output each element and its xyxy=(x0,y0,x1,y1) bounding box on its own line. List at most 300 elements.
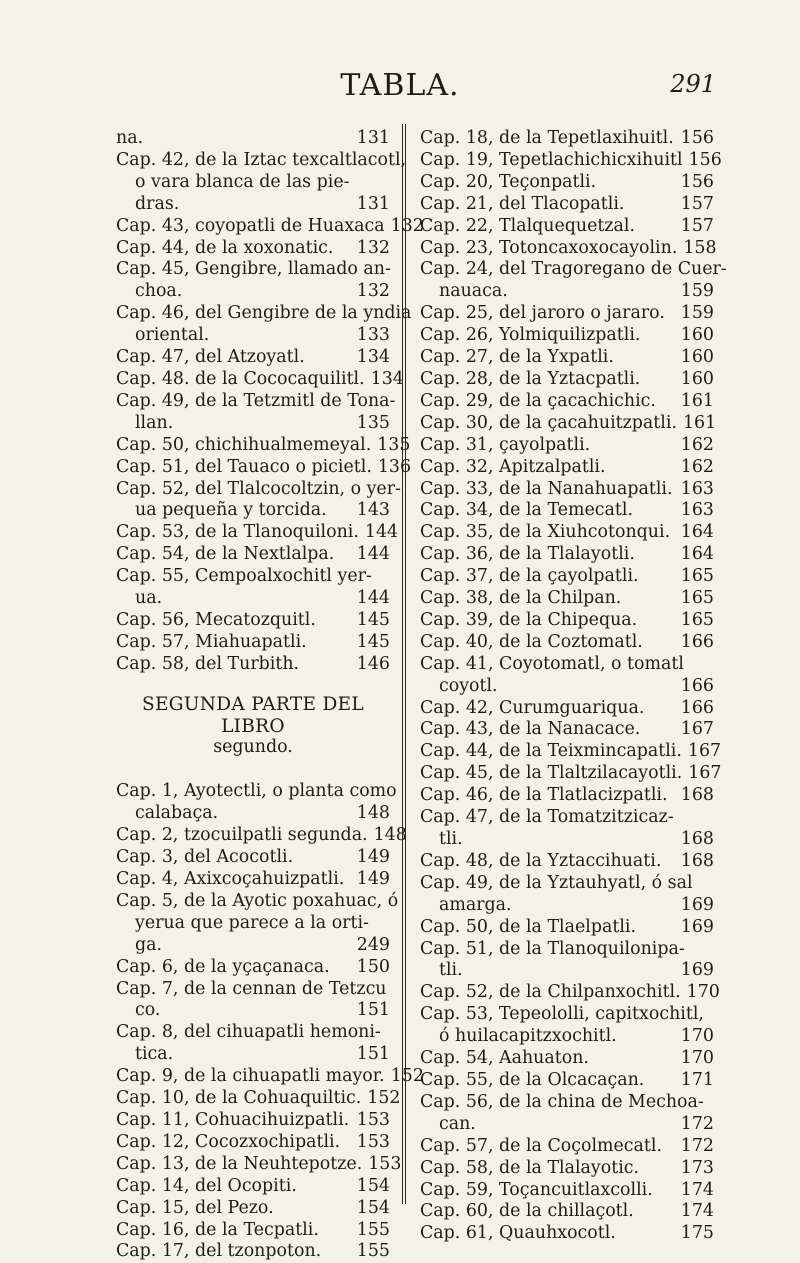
entry-page-number: 161 xyxy=(680,390,714,411)
entry-text: Cap. 52, de la Chilpanxochitl. xyxy=(420,982,681,1003)
entry-line xyxy=(420,457,714,479)
entry-text: Cap. 58, de la Tlalayotic. xyxy=(420,1157,640,1178)
entry-page-number: 149 xyxy=(356,847,390,868)
entry-text: oriental. xyxy=(135,325,210,346)
page-header xyxy=(0,68,800,108)
right-column xyxy=(420,128,727,1245)
entry-line xyxy=(116,1088,401,1110)
entry-line xyxy=(420,566,714,588)
index-entry xyxy=(116,522,399,544)
entry-line xyxy=(420,632,714,654)
entry-text: Cap. 51, de la Tlanoquilonipa- xyxy=(420,938,685,959)
entry-page-number: 165 xyxy=(680,588,714,609)
index-entry xyxy=(420,194,714,216)
entry-page-number: 132 xyxy=(390,215,424,236)
entry-text: Cap. 24, del Tragoregano de Cuer- xyxy=(420,259,727,280)
entry-text: Cap. 52, del Tlalcocoltzin, o yer- xyxy=(116,478,401,499)
entry-page-number: 148 xyxy=(373,825,407,846)
entry-page-number: 132 xyxy=(356,237,390,258)
entry-text: co. xyxy=(135,1000,161,1021)
entry-page-number: 172 xyxy=(680,1135,714,1156)
entry-page-number: 156 xyxy=(688,149,722,170)
entry-page-number: 170 xyxy=(686,982,720,1003)
index-entry xyxy=(116,632,390,654)
index-entry xyxy=(116,1088,401,1110)
entry-page-number: 168 xyxy=(680,850,714,871)
entry-text: Cap. 8, del cihuapatli hemoni- xyxy=(116,1022,381,1043)
entry-text: Cap. 11, Cohuacihuizpatli. xyxy=(116,1109,350,1130)
index-entry xyxy=(116,781,397,825)
entry-page-number: 131 xyxy=(356,193,390,214)
entry-line xyxy=(116,1198,390,1220)
entry-line xyxy=(116,1153,402,1176)
entry-text: Cap. 28, de la Yztacpatli. xyxy=(420,368,641,389)
entry-page-number: 134 xyxy=(370,368,404,389)
entry-line xyxy=(420,1004,714,1026)
index-entry xyxy=(420,763,722,785)
entry-text: Cap. 2, tzocuilpatli segunda. xyxy=(116,825,368,846)
index-entry xyxy=(420,1070,714,1092)
index-entry xyxy=(420,939,714,983)
entry-continuation xyxy=(116,1044,390,1066)
entry-page-number: 144 xyxy=(364,522,399,543)
entry-page-number: 174 xyxy=(680,1179,714,1200)
entry-line xyxy=(116,303,412,325)
entry-text: Cap. 47, de la Tomatzitzicaz- xyxy=(420,807,674,828)
index-entry xyxy=(116,368,404,391)
entry-page-number: 173 xyxy=(680,1157,714,1178)
entry-continuation xyxy=(420,895,714,917)
index-entry xyxy=(420,128,714,150)
entry-page-number: 171 xyxy=(680,1069,714,1090)
entry-page-number: 144 xyxy=(356,588,390,609)
index-entry xyxy=(116,1198,390,1220)
index-entry xyxy=(116,128,390,150)
index-entry xyxy=(420,391,714,413)
entry-text: tli. xyxy=(439,960,463,981)
entry-line xyxy=(116,128,390,150)
entry-text: Cap. 49, de la Tetzmitl de Tona- xyxy=(116,390,396,411)
entry-page-number: 151 xyxy=(356,1000,390,1021)
entry-page-number: 153 xyxy=(368,1153,402,1174)
entry-page-number: 159 xyxy=(680,281,714,302)
entry-text: coyotl. xyxy=(439,675,498,696)
entry-line xyxy=(420,391,714,413)
entry-page-number: 160 xyxy=(680,347,714,368)
entry-line xyxy=(420,522,714,544)
entry-line xyxy=(420,1136,714,1158)
entry-text: Cap. 61, Quauhxocotl. xyxy=(420,1223,616,1244)
entry-line xyxy=(116,1022,390,1044)
entry-page-number: 136 xyxy=(377,456,412,477)
index-entry xyxy=(420,303,714,325)
entry-line xyxy=(116,979,390,1001)
entry-line xyxy=(420,1048,714,1070)
index-entry xyxy=(116,390,396,435)
entry-text: Cap. 14, del Ocopiti. xyxy=(116,1175,297,1196)
entry-page-number: 155 xyxy=(356,1219,390,1240)
index-entry xyxy=(116,1220,390,1242)
entry-text: Cap. 48. de la Cococaquilitl. xyxy=(116,368,365,389)
entry-page-number: 155 xyxy=(356,1241,390,1262)
entry-text: calabaça. xyxy=(135,803,219,824)
entry-page-number: 167 xyxy=(688,763,722,784)
entry-page-number: 167 xyxy=(687,741,722,762)
entry-text: Cap. 47, del Atzoyatl. xyxy=(116,347,305,368)
index-entry xyxy=(420,1092,714,1136)
entry-line xyxy=(116,390,396,413)
index-entry xyxy=(420,347,714,369)
entry-text: Cap. 19, Tepetlachichicxihuitl xyxy=(420,149,683,170)
entry-line xyxy=(116,869,390,891)
entry-continuation xyxy=(116,1000,390,1022)
index-entry xyxy=(116,890,399,957)
entry-text: Cap. 48, de la Yztaccihuati. xyxy=(420,850,662,871)
entry-line xyxy=(420,216,714,238)
entry-text: Cap. 43, de la Nanacace. xyxy=(420,719,641,740)
entry-text: Cap. 10, de la Cohuaquiltic. xyxy=(116,1088,362,1109)
index-entry xyxy=(420,566,714,588)
entry-continuation xyxy=(116,281,390,303)
entry-page-number: 169 xyxy=(680,916,714,937)
entry-text: Cap. 57, de la Coçolmecatl. xyxy=(420,1135,662,1156)
entry-line xyxy=(116,544,390,566)
entry-line xyxy=(420,412,717,435)
entry-line xyxy=(116,957,390,979)
index-entry xyxy=(116,979,390,1023)
entry-text: na. xyxy=(116,128,144,148)
entry-line xyxy=(420,347,714,369)
entry-page-number: 131 xyxy=(356,128,390,148)
index-entry xyxy=(420,807,714,851)
index-entry xyxy=(116,566,390,610)
entry-text: Cap. 4, Axixcoçahuizpatli. xyxy=(116,869,345,889)
index-entry xyxy=(420,325,714,347)
entry-continuation xyxy=(420,1114,714,1136)
index-entry xyxy=(116,825,407,847)
index-entry xyxy=(420,1136,714,1158)
entry-text: yerua que parece a la orti- xyxy=(135,912,369,933)
entry-line xyxy=(116,890,399,913)
index-entry xyxy=(420,479,714,501)
index-entry xyxy=(420,149,722,172)
entry-text: Cap. 35, de la Xiuhcotonqui. xyxy=(420,522,671,543)
index-entry xyxy=(420,412,717,435)
entry-line xyxy=(420,654,714,676)
index-entry xyxy=(420,369,714,391)
index-entry xyxy=(116,869,390,891)
index-entry xyxy=(420,237,717,260)
entry-line xyxy=(420,741,722,763)
entry-text: Cap. 12, Cocozxochipatli. xyxy=(116,1131,341,1152)
entry-line xyxy=(420,939,714,961)
entry-line xyxy=(116,1066,424,1088)
entry-page-number: 163 xyxy=(680,500,714,521)
entry-page-number: 144 xyxy=(356,544,390,565)
entry-line xyxy=(420,1092,714,1114)
entry-text: Cap. 46, de la Tlatlacizpatli. xyxy=(420,785,668,806)
index-entry xyxy=(116,215,424,238)
entry-text: Cap. 13, de la Neuhtepotze. xyxy=(116,1153,363,1174)
index-entry xyxy=(116,544,390,566)
entry-continuation xyxy=(116,194,390,216)
entry-page-number: 134 xyxy=(356,347,390,368)
entry-page-number: 157 xyxy=(680,193,714,214)
entry-text: Cap. 36, de la Tlalayotli. xyxy=(420,544,635,565)
entry-text: amarga. xyxy=(439,894,512,915)
entry-text: Cap. 55, de la Olcacaçan. xyxy=(420,1069,645,1090)
index-entry xyxy=(116,149,407,216)
entry-page-number: 151 xyxy=(356,1044,390,1065)
entry-continuation xyxy=(116,803,390,825)
entry-page-number: 169 xyxy=(680,960,714,981)
entry-text: Cap. 30, de la çacahuitzpatli. xyxy=(420,412,677,433)
index-entry xyxy=(420,544,714,566)
entry-line xyxy=(420,917,714,939)
entry-continuation xyxy=(420,676,714,698)
index-entry xyxy=(420,741,722,763)
entry-continuation xyxy=(116,172,390,194)
entry-page-number: 164 xyxy=(680,522,714,543)
entry-text: Cap. 50, chichihualmemeyal. xyxy=(116,434,372,455)
index-entry xyxy=(420,632,714,654)
entry-text: Cap. 58, del Turbith. xyxy=(116,653,300,674)
entry-text: ua. xyxy=(135,588,163,609)
entry-text: Cap. 3, del Acocotli. xyxy=(116,847,294,868)
entry-text: Cap. 32, Apitzalpatli. xyxy=(420,456,606,477)
entry-text: Cap. 49, de la Yztauhyatl, ó sal xyxy=(420,872,693,893)
entry-text: Cap. 60, de la chillaçotl. xyxy=(420,1201,634,1222)
entry-text: Cap. 17, del tzonpoton. xyxy=(116,1241,322,1262)
section-title: SEGUNDA PARTE DEL LIBRO xyxy=(142,693,364,737)
entry-line xyxy=(116,456,412,479)
index-entry xyxy=(420,610,714,632)
entry-page-number: 165 xyxy=(680,566,714,587)
entry-text: Cap. 42, Curumguariqua. xyxy=(420,697,645,718)
entry-line xyxy=(116,522,399,544)
entry-text: o vara blanca de las pie- xyxy=(135,171,350,192)
entry-continuation xyxy=(420,281,714,303)
entry-text: Cap. 54, de la Nextlalpa. xyxy=(116,544,335,565)
entry-page-number: 162 xyxy=(680,434,714,455)
index-entry xyxy=(420,654,714,698)
entry-line xyxy=(420,303,714,325)
entry-line xyxy=(420,851,714,873)
left-index-list-part-two xyxy=(116,781,424,1263)
entry-line xyxy=(116,1241,390,1263)
index-entry xyxy=(116,347,390,369)
index-entry xyxy=(420,1004,714,1048)
entry-continuation xyxy=(420,829,714,851)
entry-line xyxy=(420,1223,714,1245)
index-entry xyxy=(420,588,714,610)
index-entry xyxy=(116,456,412,479)
entry-line xyxy=(116,434,411,457)
entry-text: ó huilacapitzxochitl. xyxy=(439,1026,617,1047)
left-index-list xyxy=(116,128,424,676)
entry-continuation xyxy=(116,500,390,522)
entry-page-number: 174 xyxy=(680,1201,714,1222)
entry-line xyxy=(116,1132,390,1154)
entry-text: Cap. 31, çayolpatli. xyxy=(420,434,591,455)
entry-line xyxy=(116,347,390,369)
entry-text: Cap. 57, Miahuapatli. xyxy=(116,631,307,652)
entry-text: Cap. 44, de la Teixmincapatli. xyxy=(420,741,682,762)
entry-page-number: 135 xyxy=(356,412,390,433)
entry-line xyxy=(420,588,714,610)
entry-line xyxy=(116,149,407,172)
entry-page-number: 157 xyxy=(680,215,714,236)
entry-line xyxy=(116,259,390,281)
index-entry xyxy=(116,1110,390,1132)
entry-line xyxy=(420,610,714,632)
index-entry xyxy=(116,1153,402,1176)
entry-line xyxy=(116,238,390,260)
entry-page-number: 143 xyxy=(356,500,390,521)
index-entry xyxy=(420,1158,714,1180)
entry-line xyxy=(420,259,727,281)
index-entry xyxy=(420,1201,714,1223)
left-column xyxy=(116,128,424,1263)
entry-line xyxy=(116,654,390,676)
index-entry xyxy=(420,698,714,720)
entry-text: can. xyxy=(439,1113,476,1134)
index-entry xyxy=(420,435,714,457)
entry-text: Cap. 42, de la Iztac texcaltlacotl, xyxy=(116,149,407,170)
entry-text: Cap. 41, Coyotomatl, o tomatl xyxy=(420,653,684,674)
entry-page-number: 168 xyxy=(680,785,714,806)
entry-page-number: 168 xyxy=(680,829,714,849)
entry-line xyxy=(420,369,714,391)
entry-page-number: 158 xyxy=(683,237,717,258)
entry-page-number: 135 xyxy=(377,434,411,455)
column-divider xyxy=(402,124,406,1204)
index-entry xyxy=(420,216,714,238)
index-entry xyxy=(116,1241,390,1263)
entry-continuation xyxy=(116,325,390,347)
index-entry xyxy=(116,259,390,303)
index-entry xyxy=(116,1066,424,1088)
entry-text: dras. xyxy=(135,193,180,214)
index-entry xyxy=(420,259,727,303)
entry-page-number: 149 xyxy=(356,869,390,889)
entry-line xyxy=(420,149,722,172)
entry-line xyxy=(116,632,390,654)
index-entry xyxy=(116,957,390,979)
entry-line xyxy=(420,1070,714,1092)
entry-page-number: 150 xyxy=(356,956,390,977)
entry-page-number: 159 xyxy=(680,303,714,324)
entry-text: Cap. 21, del Tlacopatli. xyxy=(420,193,625,214)
index-entry xyxy=(116,1132,390,1154)
index-entry xyxy=(420,457,714,479)
entry-text: Cap. 33, de la Nanahuapatli. xyxy=(420,478,673,499)
entry-text: Cap. 45, Gengibre, llamado an- xyxy=(116,259,391,280)
entry-line xyxy=(420,873,714,895)
index-entry xyxy=(420,917,714,939)
entry-page-number: 164 xyxy=(680,544,714,565)
entry-text: nauaca. xyxy=(439,281,508,302)
entry-text: Cap. 7, de la cennan de Tetzcu xyxy=(116,978,387,999)
entry-line xyxy=(420,435,714,457)
entry-text: Cap. 37, de la çayolpatli. xyxy=(420,566,639,587)
entry-text: tica. xyxy=(135,1044,174,1065)
entry-line xyxy=(420,785,714,807)
index-entry xyxy=(420,785,714,807)
entry-line xyxy=(420,237,717,260)
entry-line xyxy=(420,763,722,785)
entry-text: Cap. 5, de la Ayotic poxahuac, ó xyxy=(116,890,399,911)
entry-text: Cap. 53, Tepeololli, capitxochitl, xyxy=(420,1004,704,1025)
entry-page-number: 166 xyxy=(680,631,714,652)
entry-line xyxy=(420,807,714,829)
section-heading xyxy=(116,694,390,760)
entry-page-number: 145 xyxy=(356,631,390,652)
entry-page-number: 148 xyxy=(356,803,390,824)
entry-page-number: 154 xyxy=(356,1197,390,1218)
entry-page-number: 152 xyxy=(367,1088,401,1109)
entry-text: tli. xyxy=(439,829,463,849)
entry-line xyxy=(420,1180,714,1202)
index-entry xyxy=(420,982,720,1004)
right-index-list xyxy=(420,128,727,1245)
entry-page-number: 167 xyxy=(680,719,714,740)
entry-line xyxy=(116,478,401,501)
entry-line xyxy=(420,982,720,1004)
entry-line xyxy=(420,698,714,720)
entry-text: choa. xyxy=(135,281,183,302)
entry-text: Cap. 18, de la Tepetlaxihuitl. xyxy=(420,128,674,148)
entry-text: Cap. 29, de la çacachichic. xyxy=(420,390,656,411)
entry-continuation xyxy=(420,1026,714,1048)
index-entry xyxy=(116,654,390,676)
entry-text: Cap. 38, de la Chilpan. xyxy=(420,588,622,609)
index-entry xyxy=(116,478,401,523)
entry-text: ua pequeña y torcida. xyxy=(135,500,327,521)
index-entry xyxy=(116,1176,390,1198)
entry-line xyxy=(420,479,714,501)
entry-line xyxy=(116,368,404,391)
entry-text: Cap. 23, Totoncaxoxocayolin. xyxy=(420,237,678,258)
entry-line xyxy=(116,847,390,869)
entry-line xyxy=(116,1176,390,1198)
entry-page-number: 152 xyxy=(390,1066,424,1087)
entry-text: Cap. 56, de la china de Mechoa- xyxy=(420,1091,704,1112)
entry-page-number: 146 xyxy=(356,653,390,674)
entry-line xyxy=(116,825,407,847)
entry-text: Cap. 50, de la Tlaelpatli. xyxy=(420,916,636,937)
entry-text: Cap. 6, de la yçaçanaca. xyxy=(116,956,330,977)
entry-text: Cap. 54, Aahuaton. xyxy=(420,1048,589,1069)
index-entry xyxy=(420,1048,714,1070)
index-entry xyxy=(420,522,714,544)
entry-page-number: 145 xyxy=(356,609,390,630)
entry-line xyxy=(116,1220,390,1242)
entry-page-number: 170 xyxy=(680,1026,714,1047)
entry-text: Cap. 53, de la Tlanoquiloni. xyxy=(116,522,359,543)
page-title: TABLA. xyxy=(340,68,460,103)
index-entry xyxy=(116,610,390,632)
entry-text: Cap. 55, Cempoalxochitl yer- xyxy=(116,566,372,587)
index-entry xyxy=(420,873,714,917)
entry-page-number: 165 xyxy=(680,609,714,630)
entry-text: Cap. 1, Ayotectli, o planta como xyxy=(116,781,397,802)
entry-page-number: 160 xyxy=(680,325,714,346)
entry-text: Cap. 40, de la Coztomatl. xyxy=(420,631,643,652)
entry-page-number: 170 xyxy=(680,1048,714,1069)
index-entry xyxy=(420,719,714,741)
entry-page-number: 166 xyxy=(680,675,714,696)
